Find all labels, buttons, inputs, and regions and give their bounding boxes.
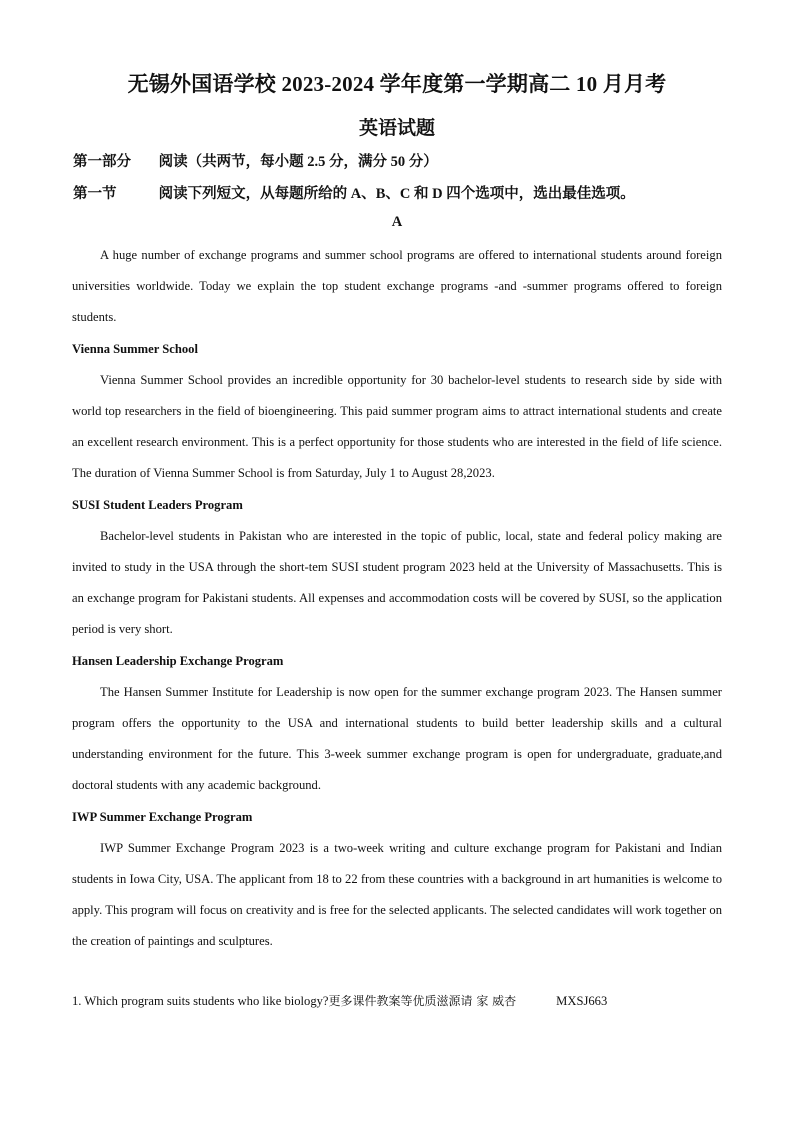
watermark-code: MXSJ663	[556, 994, 608, 1008]
passage-label: A	[391, 214, 403, 230]
part-instructions: 阅读（共两节，每小题 2.5 分，满分 50 分）	[158, 154, 438, 170]
passage-intro: A huge number of exchange programs and summer school programs are offered to international students around foreign universities worldwide. Today we explain the top student exchange programs -and -summer programs offered to foreign students.	[72, 248, 722, 325]
exam-subtitle: 英语试题	[358, 118, 435, 139]
passage-body	[72, 240, 722, 958]
program-heading: Vienna Summer School	[72, 341, 198, 356]
program-heading: Hansen Leadership Exchange Program	[72, 653, 284, 668]
program-description: Bachelor-level students in Pakistan who are interested in the topic of public, local, state and federal policy making are invited to study in the USA through the short-tem SUSI student program 2023 held at the University of Massachusetts. This is an exchange program for Pakistani students. All expenses and accommodation costs will be covered by SUSI, so the application period is very short.	[72, 528, 722, 637]
part-label: 第一部分	[73, 154, 131, 170]
program-description: Vienna Summer School provides an incredible opportunity for 30 bachelor-level students to research side by side with world top researchers in the field of bioengineering. This paid summer program aims to attract international students and create an excellent research environment. This is a perfect opportunity for those students who are interested in the field of life science. The duration of Vienna Summer School is from Saturday, July 1 to August 28,2023.	[72, 372, 722, 481]
program-description: IWP Summer Exchange Program 2023 is a two-week writing and culture exchange program for Pakistani and Indian students in Iowa City, USA. The applicant from 18 to 22 from these countries with a background in art humanities is welcome to apply. This program will focus on creativity and is free for the selected applicants. The selected candidates will work together on the creation of paintings and sculptures.	[72, 840, 722, 949]
program-heading: IWP Summer Exchange Program	[72, 809, 253, 824]
program-description: The Hansen Summer Institute for Leadership is now open for the summer exchange program 2023. The Hansen summer program offers the opportunity to the USA and international students to build better leadership skills and a cultural understanding environment for the future. This 3-week summer exchange program is open for undergraduate, graduate,and doctoral students with any academic background.	[72, 684, 722, 793]
part-heading	[73, 150, 438, 171]
exam-title: 无锡外国语学校 2023-2024 学年度第一学期高二 10 月月考	[127, 72, 667, 96]
section-label: 第一节	[73, 186, 117, 202]
watermark-text: 更多课件教案等优质滋源请 家 威杏	[328, 994, 517, 1008]
program-heading: SUSI Student Leaders Program	[72, 497, 243, 512]
section-heading	[73, 182, 635, 203]
question-1	[72, 992, 607, 1009]
section-instructions: 阅读下列短文，从每题所给的 A、B、C 和 D 四个选项中，选出最佳选项。	[158, 186, 635, 202]
question-text: 1. Which program suits students who like biology?	[72, 994, 329, 1008]
